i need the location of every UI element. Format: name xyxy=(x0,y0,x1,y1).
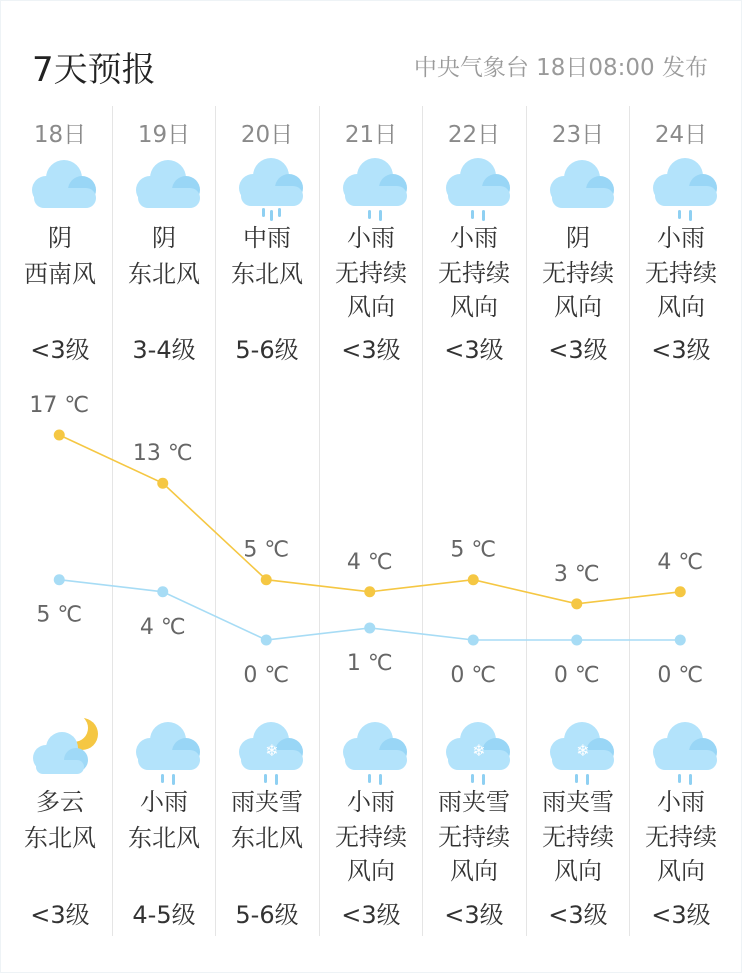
day-weather: 小雨 xyxy=(657,224,705,252)
night-wind-level: 5-6级 xyxy=(235,901,299,929)
light-rain-icon xyxy=(341,716,411,786)
sleet-icon xyxy=(237,716,307,786)
sleet-icon xyxy=(548,716,618,786)
day-wind-direction: 西南风 xyxy=(24,260,96,288)
low-temp-point xyxy=(261,635,272,646)
day-weather: 阴 xyxy=(152,224,176,252)
day-wind-direction: 无持续 风向 xyxy=(542,259,614,321)
day-wind-level: 3-4级 xyxy=(132,336,196,364)
light-rain-icon xyxy=(651,152,721,222)
day-wind-direction: 无持续 风向 xyxy=(645,259,717,321)
high-temp-label: 3 ℃ xyxy=(553,561,600,587)
night-weather: 雨夹雪 xyxy=(542,788,614,816)
day-wind-direction: 东北风 xyxy=(231,260,303,288)
high-temp-label: 17 ℃ xyxy=(29,393,90,418)
day-weather: 小雨 xyxy=(347,224,395,252)
night-wind-direction: 无持续 风向 xyxy=(335,823,407,885)
low-temp-label: 0 ℃ xyxy=(243,663,290,688)
low-temp-label: 4 ℃ xyxy=(139,614,186,640)
high-temp-point xyxy=(157,478,168,489)
low-temp-point xyxy=(468,635,479,646)
night-wind-direction: 无持续 风向 xyxy=(542,823,614,885)
low-temp-label: 0 ℃ xyxy=(553,663,600,688)
day-date: 24日 xyxy=(654,122,708,148)
day-weather: 中雨 xyxy=(243,224,291,252)
night-weather: 小雨 xyxy=(347,788,395,816)
day-wind-level: 5-6级 xyxy=(235,336,299,364)
cloud-icon xyxy=(134,152,204,222)
high-temp-label: 4 ℃ xyxy=(657,549,704,575)
high-temp-point xyxy=(571,598,582,609)
night-wind-direction: 东北风 xyxy=(24,824,96,852)
night-weather: 小雨 xyxy=(140,788,188,816)
high-temp-point xyxy=(261,574,272,585)
day-wind-level: <3级 xyxy=(30,336,90,364)
day-weather: 小雨 xyxy=(450,224,498,252)
temperature-chart xyxy=(0,380,742,710)
sleet-icon xyxy=(444,716,514,786)
low-temp-label: 0 ℃ xyxy=(450,663,497,688)
night-weather: 雨夹雪 xyxy=(231,788,303,816)
night-weather: 小雨 xyxy=(657,788,705,816)
day-date: 22日 xyxy=(447,122,501,148)
light-rain-icon xyxy=(134,716,204,786)
night-wind-direction: 东北风 xyxy=(231,824,303,852)
day-date: 20日 xyxy=(240,122,294,148)
low-temp-label: 5 ℃ xyxy=(36,602,83,628)
night-wind-direction: 无持续 风向 xyxy=(438,823,510,885)
svg-text:❄: ❄ xyxy=(576,741,590,760)
high-temp-label: 13 ℃ xyxy=(132,441,193,467)
high-temp-point xyxy=(675,586,686,597)
night-weather: 雨夹雪 xyxy=(438,788,510,816)
high-temp-label: 4 ℃ xyxy=(346,549,393,575)
light-rain-icon xyxy=(444,152,514,222)
day-wind-level: <3级 xyxy=(548,336,608,364)
svg-text:❄: ❄ xyxy=(472,741,486,760)
night-wind-level: <3级 xyxy=(444,901,504,929)
day-date: 18日 xyxy=(33,122,87,148)
low-temp-point xyxy=(571,635,582,646)
high-temp-point xyxy=(364,586,375,597)
high-temp-label: 5 ℃ xyxy=(450,537,497,563)
low-temp-point xyxy=(54,574,65,585)
night-weather: 多云 xyxy=(36,788,84,816)
night-wind-direction: 无持续 风向 xyxy=(645,823,717,885)
day-wind-level: <3级 xyxy=(444,336,504,364)
low-temp-label: 0 ℃ xyxy=(657,663,704,688)
night-wind-level: <3级 xyxy=(651,901,711,929)
day-weather: 阴 xyxy=(48,224,72,252)
cloud-icon xyxy=(30,152,100,222)
night-wind-level: 4-5级 xyxy=(132,901,196,929)
low-temp-point xyxy=(675,635,686,646)
day-weather: 阴 xyxy=(566,224,590,252)
high-temp-label: 5 ℃ xyxy=(243,537,290,563)
high-temp-point xyxy=(468,574,479,585)
day-date: 21日 xyxy=(344,122,398,148)
night-wind-level: <3级 xyxy=(548,901,608,929)
low-temp-point xyxy=(364,622,375,633)
day-wind-level: <3级 xyxy=(341,336,401,364)
publish-info: 中央气象台 18日08:00 发布 xyxy=(413,55,708,81)
moon-cloud-icon xyxy=(30,716,100,786)
night-wind-level: <3级 xyxy=(30,901,90,929)
low-temp-point xyxy=(157,586,168,597)
night-wind-level: <3级 xyxy=(341,901,401,929)
moderate-rain-icon xyxy=(237,152,307,222)
high-temp-point xyxy=(54,430,65,441)
day-wind-direction: 无持续 风向 xyxy=(335,259,407,321)
light-rain-icon xyxy=(341,152,411,222)
day-wind-direction: 无持续 风向 xyxy=(438,259,510,321)
night-wind-direction: 东北风 xyxy=(128,824,200,852)
day-date: 19日 xyxy=(137,122,191,148)
day-wind-direction: 东北风 xyxy=(128,260,200,288)
svg-text:❄: ❄ xyxy=(265,741,279,760)
day-wind-level: <3级 xyxy=(651,336,711,364)
cloud-icon xyxy=(548,152,618,222)
day-date: 23日 xyxy=(551,122,605,148)
low-temp-label: 1 ℃ xyxy=(346,650,393,676)
page-title: 7天预报 xyxy=(32,50,156,90)
light-rain-icon xyxy=(651,716,721,786)
